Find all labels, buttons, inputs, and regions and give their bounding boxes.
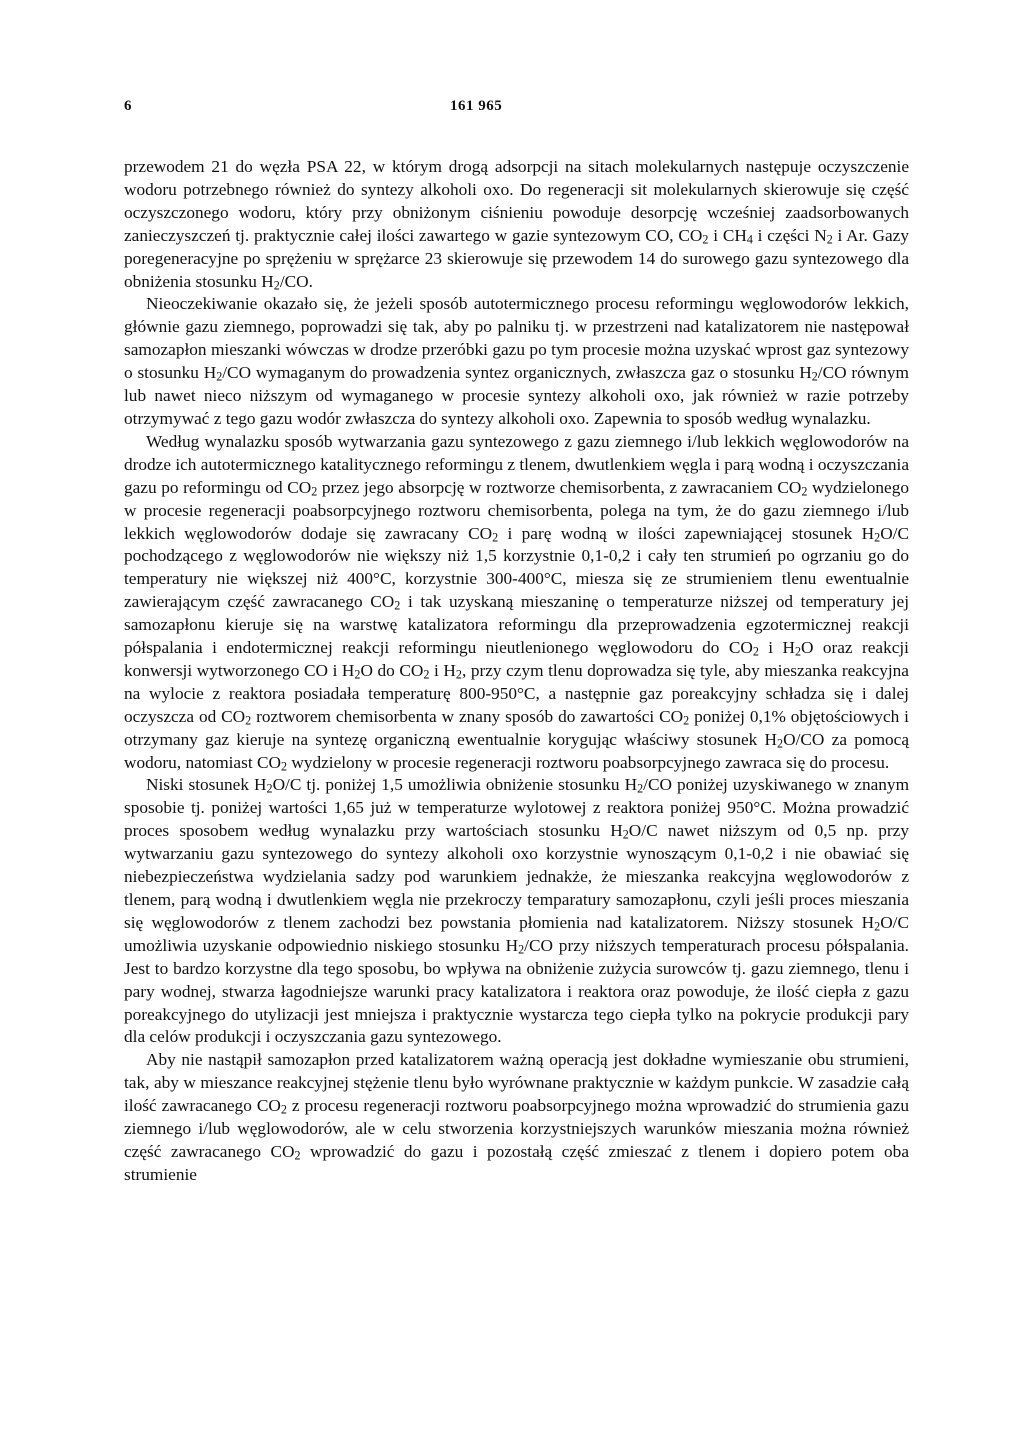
text-body [124, 156, 909, 1187]
page-header [124, 98, 909, 120]
patent-number: 161 965 [450, 98, 503, 114]
page-number: 6 [124, 98, 132, 114]
paragraph: Niski stosunek $H_2O/C$ tj. poniżej 1,5 umożliwia obniżenie stosunku $H_2/CO$ poniżej uzyskiwanego w znanym sposobie tj. poniżej wartości 1,65 już w temperaturze wylotowej z reaktora poniżej 950°C. Można prowadzić proces sposobem według wynalazku przy wartościach stosunku $H_2O/C$ nawet niższym od 0,5 np. przy wytwarzaniu gazu syntezowego do syntezy alkoholi oxo korzystnie wynoszącym 0,1-0,2 i nie obawiać się niebezpieczeństwa wydzielania sadzy pod warunkiem jednakże, że mieszanka reakcyjna węglowodorów z tlenem, parą wodną i dwutlenkiem węgla nie przekroczy temparatury samozapłonu, czyli jeśli proces mieszania się węglowodorów z tlenem zachodzi bez powstania płomienia nad katalizatorem. Niższy stosunek $H_2O/C$ umożliwia uzyskanie odpowiednio niskiego stosunku $H_2/CO$ przy niższych temperaturach procesu półspalania. Jest to bardzo korzystne dla tego sposobu, bo wpływa na obniżenie zużycia surowców tj. gazu ziemnego, tlenu i pary wodnej, stwarza łagodniejsze warunki pracy katalizatora i reaktora oraz powoduje, że ilość ciepła z gazu poreakcyjnego do utylizacji jest mniejsza i praktycznie wystarcza tego ciepła tylko na pokrycie produkcji pary dla celów produkcji i oczyszczania gazu syntezowego. [124, 775, 910, 1047]
paragraph: Według wynalazku sposób wytwarzania gazu syntezowego z gazu ziemnego i/lub lekkich węglowodorów na drodze ich autotermicznego katalitycznego reformingu z tlenem, dwutlenkiem węgla i parą wodną i oczyszczania gazu po reformingu od $CO_2$ przez jego absorpcję w roztworze chemisorbenta, z zawracaniem $CO_2$ wydzielonego w procesie regeneracji poabsorpcyjnego roztworu chemisorbenta, polega na tym, że do gazu ziemnego i/lub lekkich węglowodorów dodaje się zawracany $CO_2$ i parę wodną w ilości zapewniającej stosunek $H_2O/C$ pochodzącego z węglowodorów nie większy niż 1,5 korzystnie 0,1-0,2 i cały ten strumień po ogrzaniu go do temperatury nie większej niż 400°C, korzystnie 300-400°C, miesza się ze strumieniem tlenu ewentualnie zawierającym część zawracanego $CO_2$ i tak uzyskaną mieszaninę o temperaturze niższej od temperatury jej samozapłonu kieruje się na warstwę katalizatora reformingu dla przeprowadzenia egzotermicznej reakcji półspalania i endotermicznej reakcji reformingu nieutlenionego węglowodoru do $CO_2$ i $H_2O$ oraz reakcji konwersji wytworzonego CO i $H_2O$ do $CO_2$ i $H_2$, przy czym tlenu doprowadza się tyle, aby mieszanka reakcyjna na wylocie z reaktora posiadała temperaturę 800-950°C, a następnie gaz poreakcyjny schładza się i dalej oczyszcza od $CO_2$ roztworem chemisorbenta w znany sposób do zawartości $CO_2$ poniżej 0,1% objętościowych i otrzymany gaz kieruje na syntezę organiczną ewentualnie korygując właściwy stosunek $H_2O/CO$ za pomocą wodoru, natomiast $CO_2$ wydzielony w procesie regeneracji roztworu poabsorpcyjnego zawraca się do procesu. [124, 431, 910, 773]
paragraph: Nieoczekiwanie okazało się, że jeżeli sposób autotermicznego procesu reformingu węglowodorów lekkich, głównie gazu ziemnego, poprowadzi się tak, aby po palniku tj. w przestrzeni nad katalizatorem nie następował samozapłon mieszanki wówczas w drodze przeróbki gazu po tym procesie można uzyskać wprost gaz syntezowy o stosunku $H_2/CO$ wymaganym do prowadzenia syntez organicznych, zwłaszcza gaz o stosunku $H_2/CO$ równym lub nawet nieco niższym od wymaganego w procesie syntezy alkoholi oxo, jak również w razie potrzeby otrzymywać z tego gazu wodór zwłaszcza do syntezy alkoholi oxo. Zapewnia to sposób według wynalazku. [124, 294, 909, 428]
paragraph: przewodem 21 do węzła PSA 22, w którym drogą adsorpcji na sitach molekularnych następuje oczyszczenie wodoru potrzebnego również do syntezy alkoholi oxo. Do regeneracji sit molekularnych skierowuje się część oczyszczonego wodoru, który przy obniżonym ciśnieniu powoduje desorpcję wcześniej zaadsorbowanych zanieczyszczeń tj. praktycznie całej ilości zawartego w gazie syntezowym CO, $CO_2$ i $CH_4$ i części $N_2$ i Ar. Gazy poregeneracyjne po sprężeniu w sprężarce 23 skierowuje się przewodem 14 do surowego gazu syntezowego dla obniżenia stosunku $H_2/CO$. [124, 157, 909, 292]
paragraph: Aby nie nastąpił samozapłon przed katalizatorem ważną operacją jest dokładne wymieszanie obu strumieni, tak, aby w mieszance reakcyjnej stężenie tlenu było wyrównane praktycznie w każdym punkcie. W zasadzie całą ilość zawracanego $CO_2$ z procesu regeneracji roztworu poabsorpcyjnego można wprowadzić do strumienia gazu ziemnego i/lub węglowodorów, ale w celu stworzenia korzystniejszych warunków mieszania można również część zawracanego $CO_2$ wprowadzić do gazu i pozostałą część zmieszać z tlenem i dopiero potem oba strumienie [124, 1050, 909, 1184]
